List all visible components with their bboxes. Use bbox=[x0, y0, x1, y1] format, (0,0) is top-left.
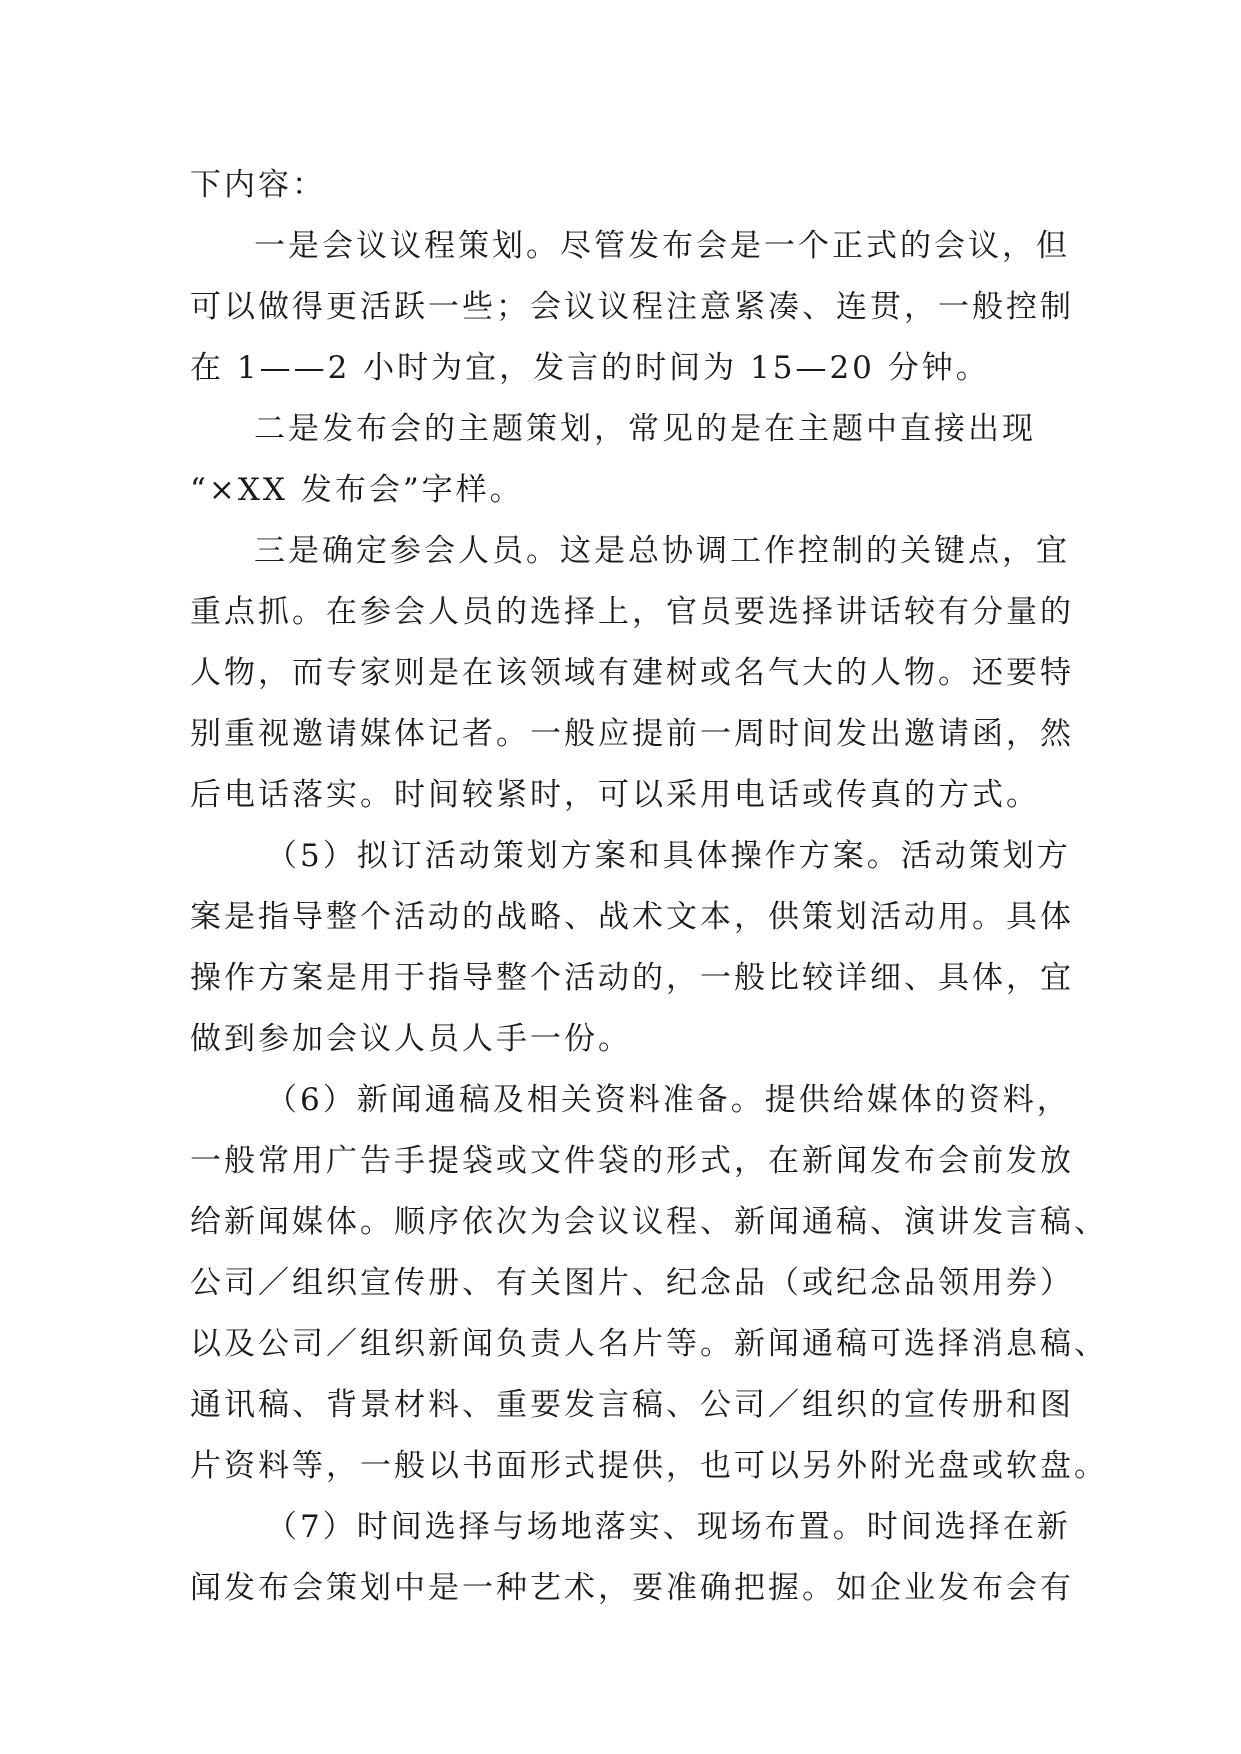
body-text bbox=[190, 155, 1108, 1619]
text-line: 下内容： bbox=[190, 167, 326, 203]
text-line: 公司／组织宣传册、有关图片、纪念品（或纪念品领用券） bbox=[190, 1265, 1074, 1301]
text-line: （6）新闻通稿及相关资料准备。提供给媒体的资料， bbox=[266, 1082, 1071, 1118]
text-line: 二是发布会的主题策划，常见的是在主题中直接出现 bbox=[254, 411, 1036, 447]
text-line: 操作方案是用于指导整个活动的，一般比较详细、具体，宜 bbox=[190, 960, 1074, 996]
text-line: 案是指导整个活动的战略、战术文本，供策划活动用。具体 bbox=[190, 899, 1074, 935]
text-line: 片资料等，一般以书面形式提供，也可以另外附光盘或软盘。 bbox=[190, 1448, 1108, 1484]
text-line: 三是确定参会人员。这是总协调工作控制的关键点，宜 bbox=[254, 533, 1070, 569]
text-line: 人物，而专家则是在该领域有建树或名气大的人物。还要特 bbox=[190, 655, 1074, 691]
text-line: 通讯稿、背景材料、重要发言稿、公司／组织的宣传册和图 bbox=[190, 1387, 1074, 1423]
text-line: 一般常用广告手提袋或文件袋的形式，在新闻发布会前发放 bbox=[190, 1143, 1074, 1179]
text-line: 做到参加会议人员人手一份。 bbox=[190, 1021, 632, 1057]
text-line: 闻发布会策划中是一种艺术，要准确把握。如企业发布会有 bbox=[190, 1570, 1074, 1606]
text-line: （7）时间选择与场地落实、现场布置。时间选择在新 bbox=[266, 1509, 1071, 1545]
text-line: 在 1——2 小时为宜，发言的时间为 15—20 分钟。 bbox=[190, 350, 990, 386]
text-line: 一是会议议程策划。尽管发布会是一个正式的会议，但 bbox=[254, 228, 1070, 264]
text-line: 可以做得更活跃一些；会议议程注意紧凑、连贯，一般控制 bbox=[190, 289, 1074, 325]
text-line: 以及公司／组织新闻负责人名片等。新闻通稿可选择消息稿、 bbox=[190, 1326, 1108, 1362]
text-line: 别重视邀请媒体记者。一般应提前一周时间发出邀请函，然 bbox=[190, 716, 1074, 752]
text-line: （5）拟订活动策划方案和具体操作方案。活动策划方 bbox=[266, 838, 1071, 874]
text-line: 后电话落实。时间较紧时，可以采用电话或传真的方式。 bbox=[190, 777, 1040, 813]
text-line: “×XX 发布会”字样。 bbox=[190, 472, 524, 508]
text-line: 给新闻媒体。顺序依次为会议议程、新闻通稿、演讲发言稿、 bbox=[190, 1204, 1108, 1240]
text-line: 重点抓。在参会人员的选择上，官员要选择讲话较有分量的 bbox=[190, 594, 1074, 630]
